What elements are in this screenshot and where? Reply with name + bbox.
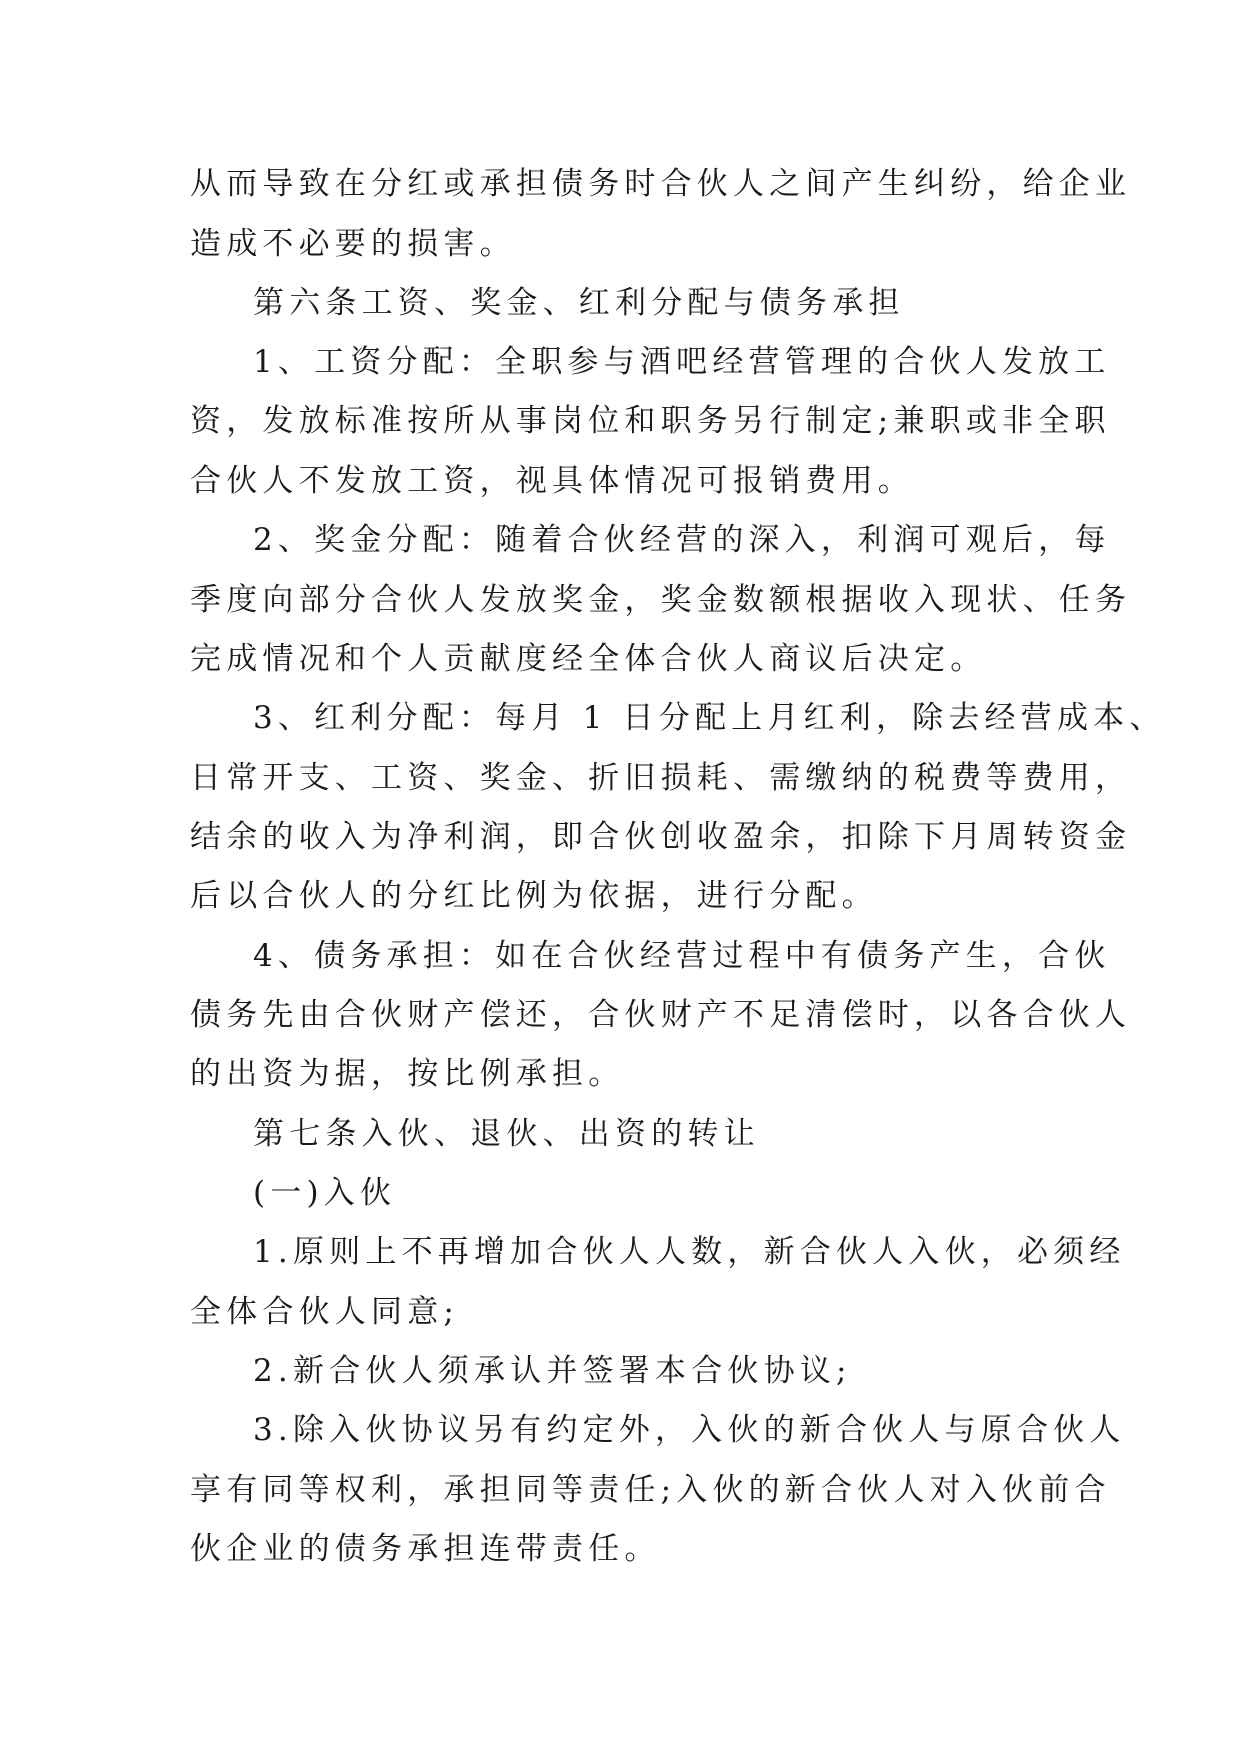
- body-text-line: 2.新合伙人须承认并签署本合伙协议;: [253, 1353, 852, 1389]
- body-text-line: 造成不必要的损害。: [190, 226, 516, 262]
- section-heading: 第六条工资、奖金、红利分配与债务承担: [253, 285, 905, 321]
- body-text-line: 合伙人不发放工资，视具体情况可报销费用。: [190, 463, 914, 499]
- body-text-line: 4、债务承担：如在合伙经营过程中有债务产生，合伙: [253, 938, 1111, 974]
- body-text-line: 从而导致在分红或承担债务时合伙人之间产生纠纷，给企业: [190, 166, 1132, 202]
- body-text-line: 伙企业的债务承担连带责任。: [190, 1531, 661, 1567]
- body-text-line: 3.除入伙协议另有约定外，入伙的新合伙人与原合伙人: [253, 1412, 1126, 1448]
- body-text-line: 全体合伙人同意;: [190, 1294, 460, 1330]
- body-text-line: 资，发放标准按所从事岗位和职务另行制定;兼职或非全职: [190, 403, 1111, 439]
- body-text-line: 享有同等权利，承担同等责任;入伙的新合伙人对入伙前合: [190, 1472, 1111, 1508]
- section-heading: 第七条入伙、退伙、出资的转让: [253, 1116, 760, 1152]
- body-text-line: 2、奖金分配：随着合伙经营的深入，利润可观后，每: [253, 522, 1111, 558]
- body-text-line: 的出资为据，按比例承担。: [190, 1056, 625, 1092]
- body-text-line: 1.原则上不再增加合伙人人数，新合伙人入伙，必须经: [253, 1234, 1126, 1270]
- body-text-line: 3、红利分配：每月 1 日分配上月红利，除去经营成本、: [253, 700, 1166, 736]
- body-text-line: 季度向部分合伙人发放奖金，奖金数额根据收入现状、任务: [190, 582, 1132, 618]
- body-text-line: 债务先由合伙财产偿还，合伙财产不足清偿时，以各合伙人: [190, 997, 1132, 1033]
- body-text-line: 日常开支、工资、奖金、折旧损耗、需缴纳的税费等费用，: [190, 760, 1132, 796]
- body-text-line: 后以合伙人的分红比例为依据，进行分配。: [190, 878, 878, 914]
- body-text-line: 结余的收入为净利润，即合伙创收盈余，扣除下月周转资金: [190, 819, 1132, 855]
- subsection-heading: (一)入伙: [253, 1175, 397, 1211]
- body-text-line: 1、工资分配：全职参与酒吧经营管理的合伙人发放工: [253, 344, 1111, 380]
- body-text-line: 完成情况和个人贡献度经全体合伙人商议后决定。: [190, 641, 987, 677]
